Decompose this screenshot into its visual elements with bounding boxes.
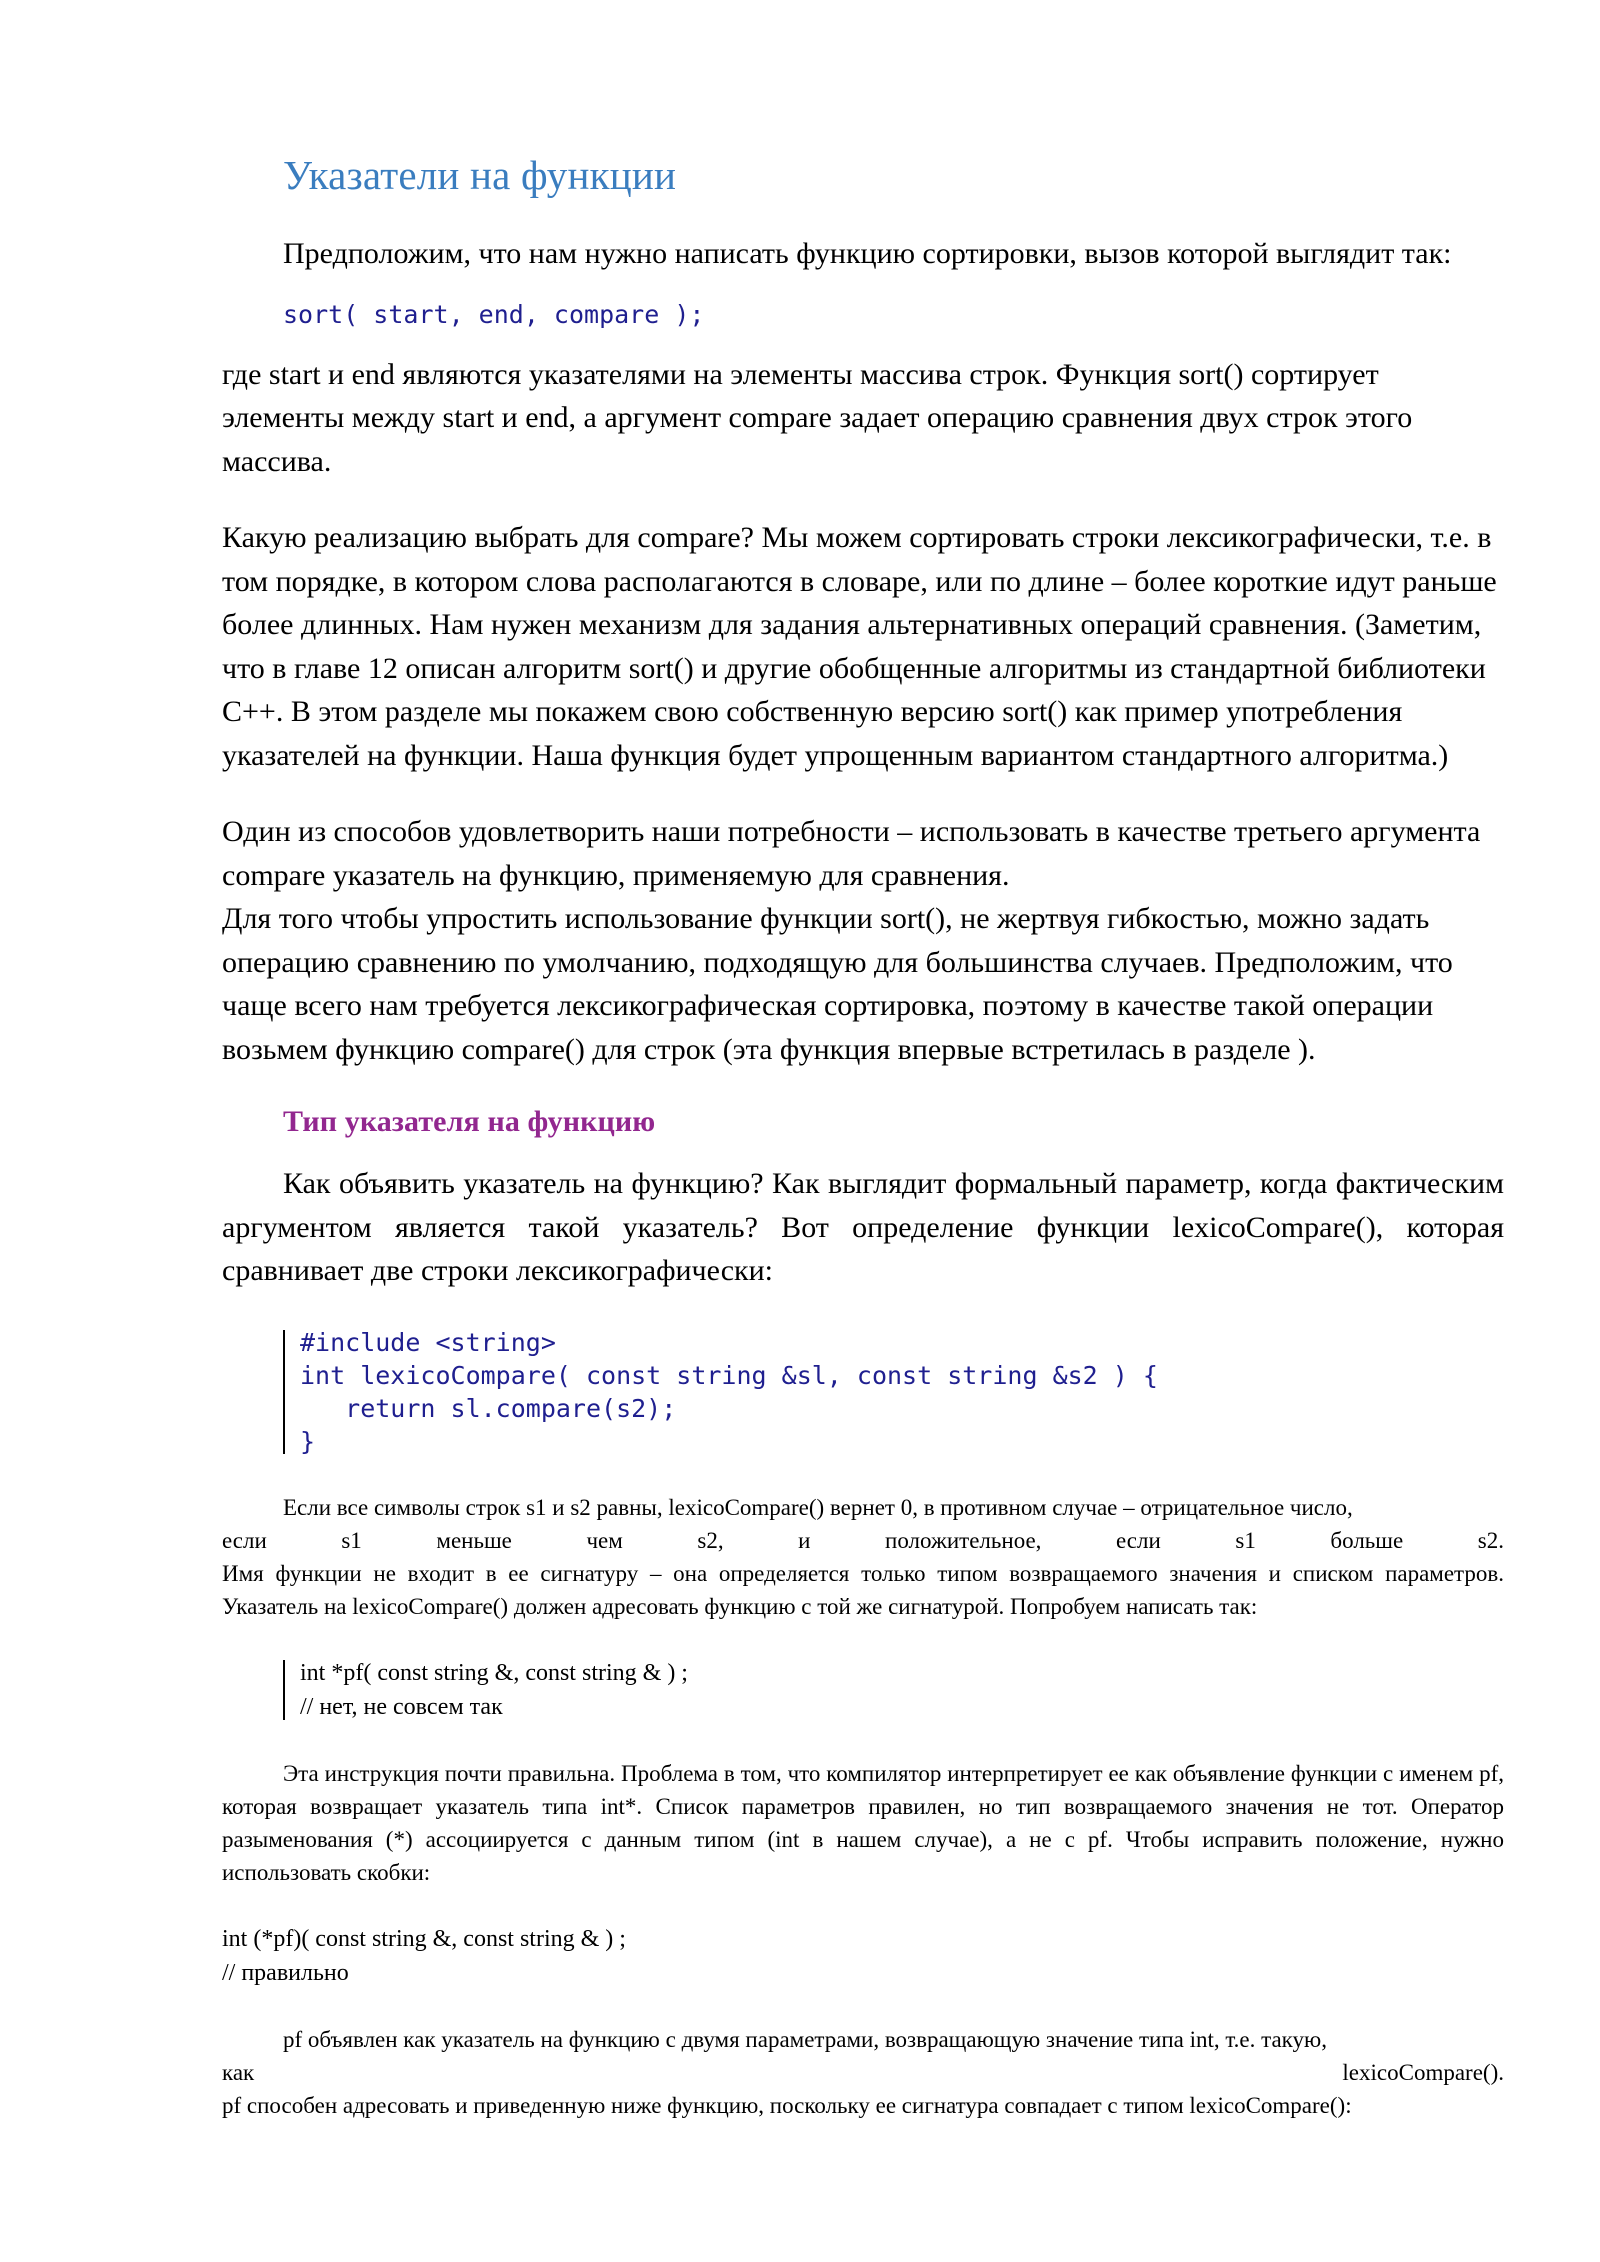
code-comment-line: // правильно (222, 1959, 349, 1986)
section-paragraph-2-rest: Имя функции не входит в ее сигнатуру – она определяется только типом возвращаемого значения и списком параметров. Указатель на lexicoCompare() должен адресовать функцию с той же сигнатурой. Попробуем написать так: (222, 1560, 1504, 1619)
code-block-lexicocompare (222, 1326, 1504, 1458)
section-paragraph-5: pf способен адресовать и приведенную ниже функцию, поскольку ее сигнатура совпадает с типом lexicoCompare(): (222, 2092, 1352, 2118)
code-block-pf-wrong (222, 1656, 1504, 1724)
intro-paragraph-5: Для того чтобы упростить использование функции sort(), не жертвуя гибкостью, можно задать операцию сравнению по умолчанию, подходящую для большинства случаев. Предположим, что чаще всего нам требуется лексикографическая сортировка, поэтому в качестве такой операции возьмем функцию compare() для строк (эта функция впервые встретилась в разделе ). (222, 902, 1453, 1066)
spacer (222, 276, 1504, 298)
code-comment-line: // нет, не совсем так (300, 1693, 503, 1720)
spacer (222, 1293, 1504, 1326)
section-paragraph-2-line2: если s1 меньше чем s2, и положительное, если s1 больше s2. (222, 1527, 1504, 1553)
code-line: } (300, 1426, 316, 1456)
code-block-pf-correct (222, 1922, 1504, 1990)
document-content (222, 0, 1504, 2122)
section-paragraph-4: pf объявлен как указатель на функцию с двумя параметрами, возвращающую значение типа int, т.е. такую, (283, 2026, 1327, 2052)
code-sample-sort-call: sort( start, end, compare ); (283, 299, 705, 329)
spacer (222, 1623, 1504, 1656)
section-paragraph-3: Эта инструкция почти правильна. Проблема в том, что компилятор интерпретирует ее как объявление функции с именем pf, которая возвращает указатель типа int*. Список параметров правилен, но тип возвращаемого значения не тот. Оператор разыменования (*) ассоциируется с данным типом (int в нашем случае), а не с pf. Чтобы исправить положение, нужно использовать скобки: (222, 1760, 1504, 1885)
section-paragraph-2: Если все символы строк s1 и s2 равны, lexicoCompare() вернет 0, в противном случае – отрицательное число, (283, 1494, 1353, 1520)
code-line: int (*pf)( const string &, const string & ) ; (222, 1925, 626, 1952)
page-title: Указатели на функции (283, 152, 677, 198)
intro-paragraph-4: Один из способов удовлетворить наши потребности – использовать в качестве третьего аргумента compare указатель на функцию, применяемую для сравнения. (222, 815, 1481, 892)
spacer (222, 1458, 1504, 1491)
spacer (222, 199, 1504, 232)
section-paragraph-4-line2 (222, 2056, 1504, 2089)
intro-paragraph-1: Предположим, что нам нужно написать функцию сортировки, вызов которой выглядит так: (283, 237, 1452, 271)
paragraph-4-line2-left: как (222, 2059, 255, 2085)
section-paragraph-1: Как объявить указатель на функцию? Как выглядит формальный параметр, когда фактическим аргументом является такой указатель? Вот определение функции lexicoCompare(), которая сравнивает две строки лексикографически: (222, 1167, 1504, 1288)
code-line: #include <string> (300, 1327, 556, 1357)
code-line: int lexicoCompare( const string &sl, const string &s2 ) { (300, 1360, 1158, 1390)
spacer (222, 483, 1504, 516)
spacer (222, 1071, 1504, 1104)
spacer (222, 1889, 1504, 1922)
code-line: int *pf( const string &, const string & ) ; (300, 1659, 688, 1686)
intro-paragraph-3: Какую реализацию выбрать для compare? Мы можем сортировать строки лексикографически, т.е. в том порядке, в котором слова располагаются в словаре, или по длине – более короткие идут раньше более длинных. Нам нужен механизм для задания альтернативных операций сравнения. (Заметим, что в главе 12 описан алгоритм sort() и другие обобщенные алгоритмы из стандартной библиотеки С++. В этом разделе мы покажем свою собственную версию sort() как пример употребления указателей на функции. Наша функция будет упрощенным вариантом стандартного алгоритма.) (222, 521, 1497, 772)
section-subheading: Тип указателя на функцию (283, 1105, 656, 1139)
spacer (222, 1990, 1504, 2023)
spacer (222, 777, 1504, 810)
spacer (222, 1724, 1504, 1757)
spacer (222, 331, 1504, 353)
spacer (222, 1140, 1504, 1162)
paragraph-4-line2-right: lexicoCompare(). (1342, 2059, 1504, 2085)
intro-paragraph-2: где start и end являются указателями на элементы массива строк. Функция sort() сортирует элементы между start и end, а аргумент compare задает операцию сравнения двух строк этого массива. (222, 357, 1413, 478)
code-line: return sl.compare(s2); (300, 1393, 677, 1423)
